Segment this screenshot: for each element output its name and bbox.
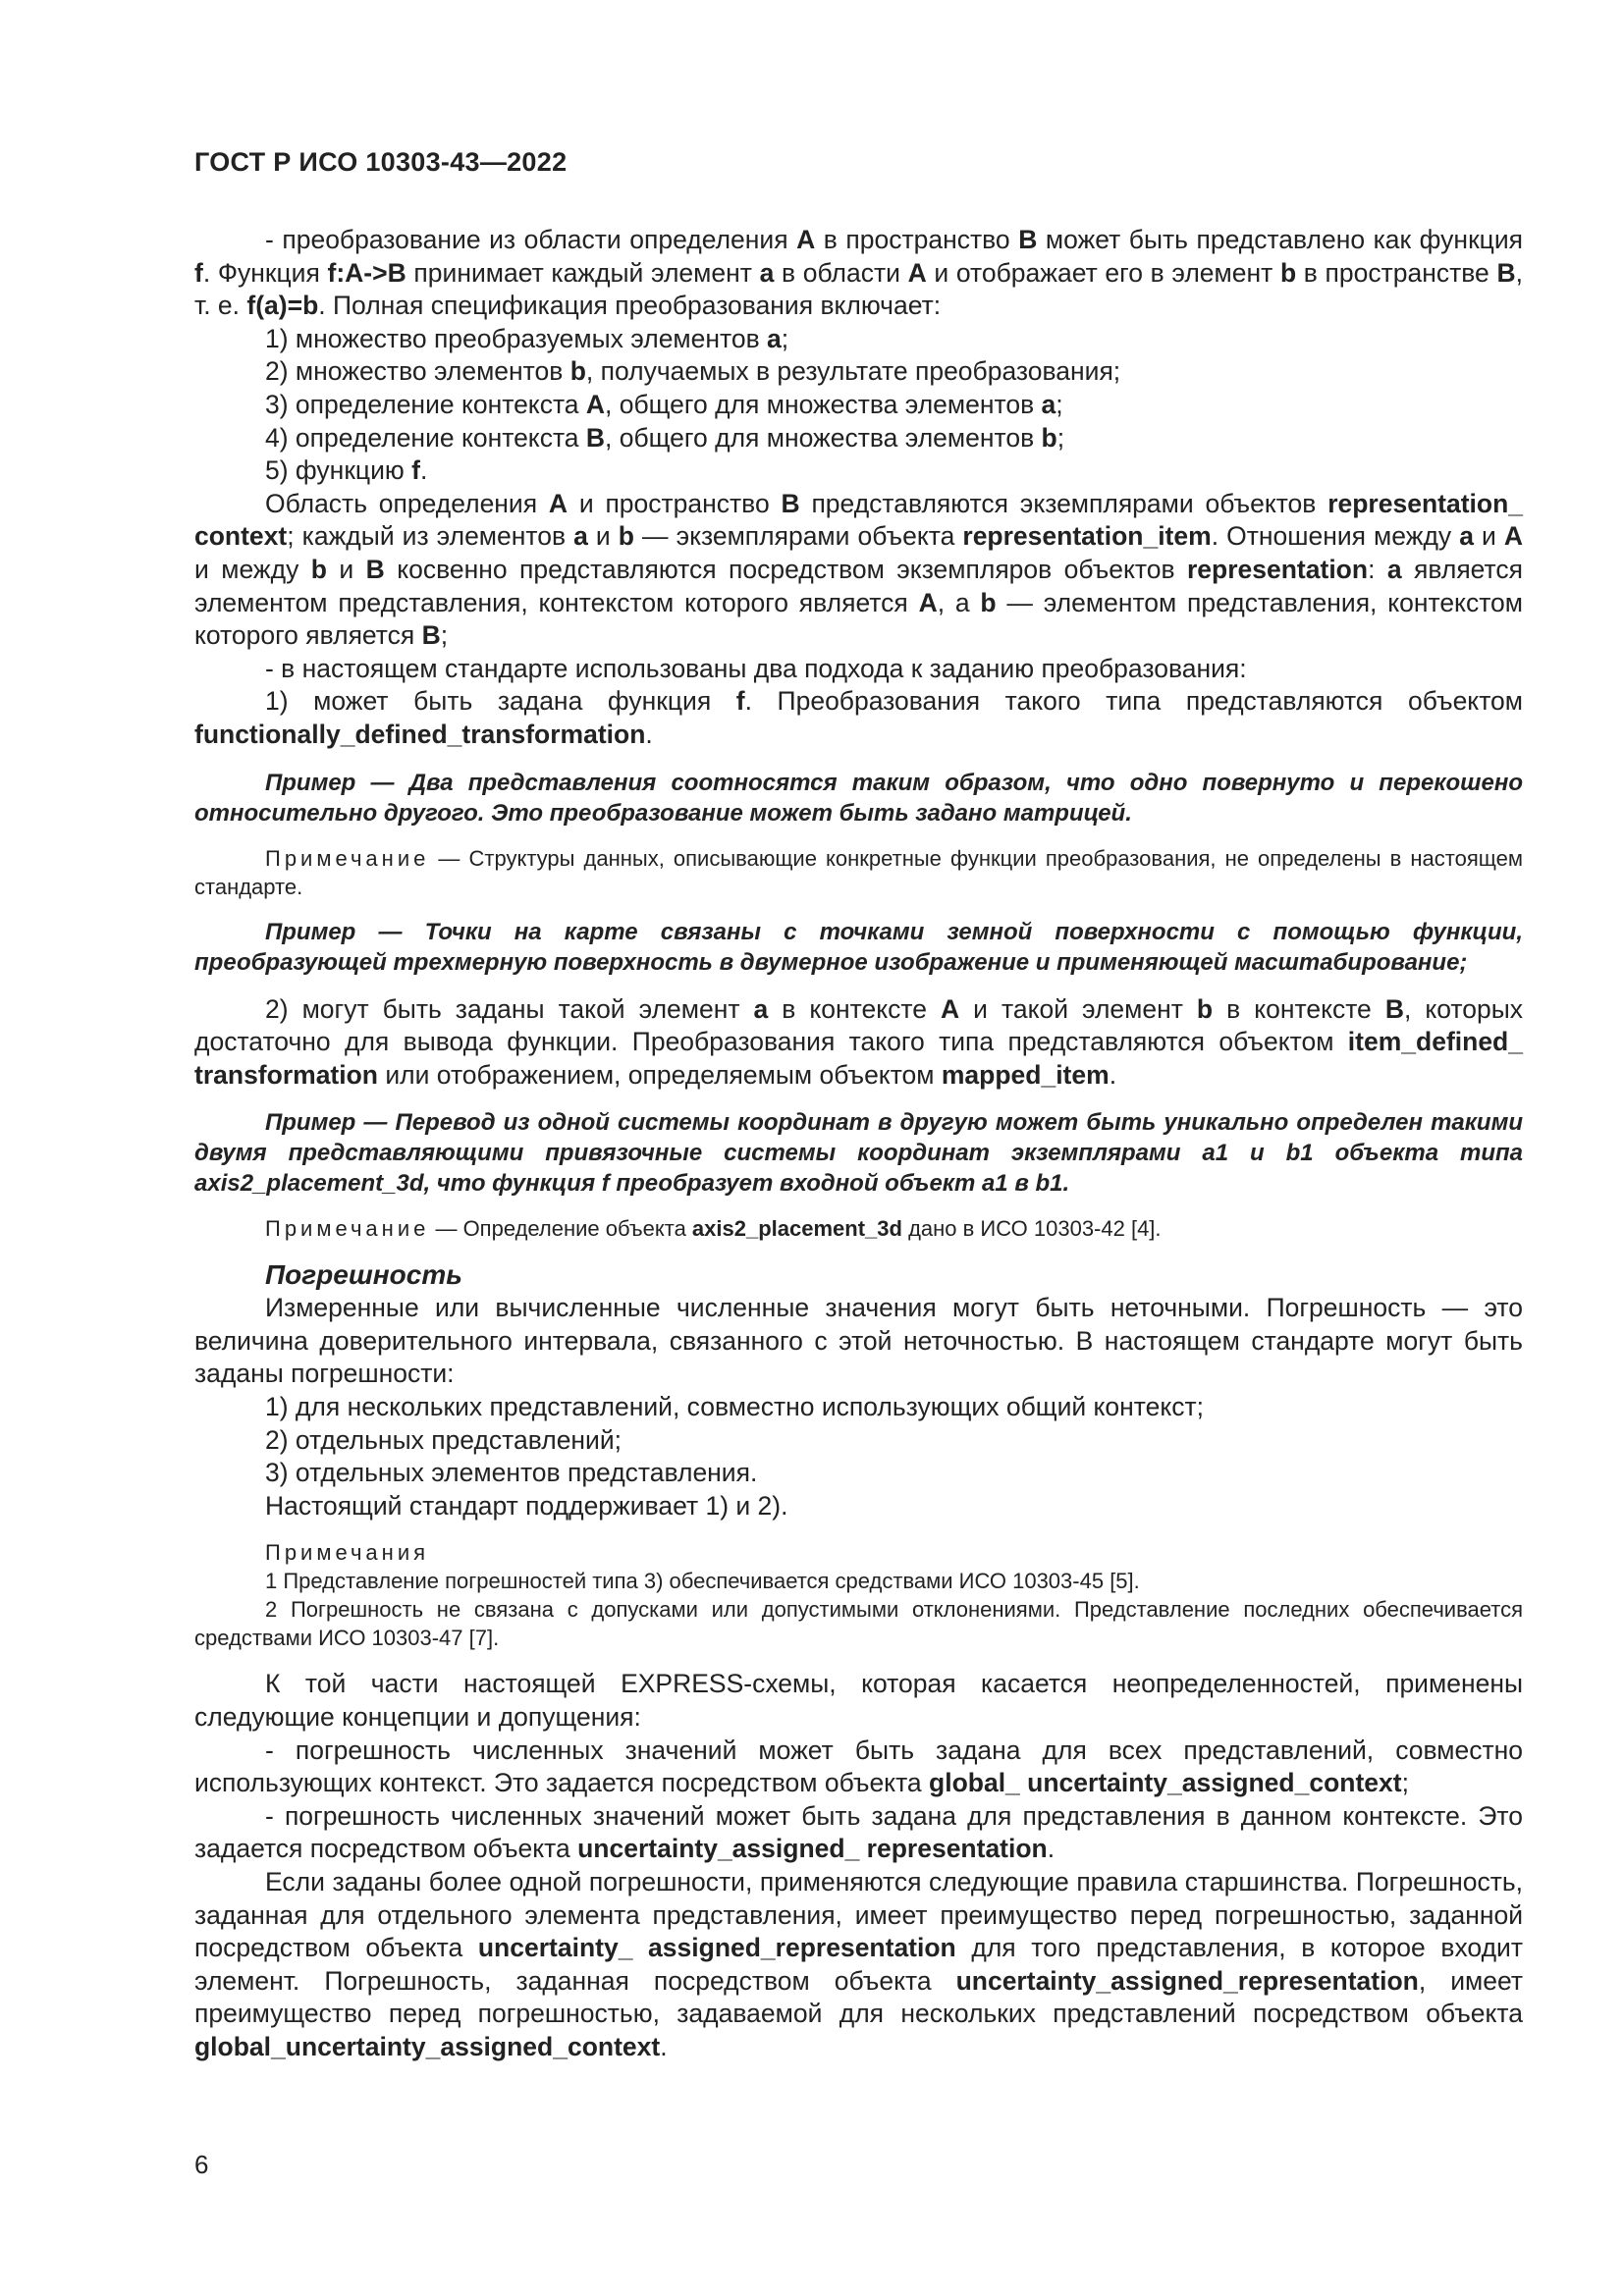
page-number: 6 — [194, 2150, 209, 2179]
paragraph: К той части настоящей EXPRESS-схемы, которая касается неопределенностей, применены следующие концепции и допущения: — [194, 1669, 1523, 1733]
note-text: 1 Представление погрешностей типа 3) обеспечивается средствами ИСО 10303-45 [5]. — [265, 1569, 1140, 1594]
section-heading: Погрешность — [265, 1259, 462, 1291]
paragraph: 1) может быть задана функция f. Преобразования такого типа представляются объектом functionally_defined_transformation. — [194, 686, 1523, 749]
list-item: 2) отдельных представлений; — [265, 1424, 623, 1455]
list-item: 4) определение контекста B, общего для множества элементов b; — [265, 422, 1065, 453]
list-item: 2) множество элементов b, получаемых в результате преобразования; — [265, 356, 1121, 387]
list-item: Настоящий стандарт поддерживает 1) и 2). — [265, 1490, 788, 1521]
paragraph: - преобразование из области определения A в пространство B может быть представлено как функция f. Функция f:A->B принимает каждый элемент a в области A и отображает его в элемент b в пространстве B, т. е. f(a)=b. Полная спецификация преобразования включает: — [194, 225, 1523, 321]
note-text: Примечание — Определение объекта axis2_placement_3d дано в ИСО 10303-42 [4]. — [265, 1216, 1162, 1242]
paragraph: - погрешность численных значений может быть задана для всех представлений, совместно использующих контекст. Это задается посредством объекта global_ uncertainty_assigned_context; — [194, 1735, 1523, 1798]
list-item: 3) отдельных элементов представления. — [265, 1458, 758, 1488]
notes-heading: Примечания — [265, 1540, 430, 1566]
note-text: Примечание — Структуры данных, описывающие конкретные функции преобразования, не определены в настоящем стандарте. — [194, 845, 1523, 899]
list-item: 1) для нескольких представлений, совместно использующих общий контекст; — [265, 1392, 1205, 1422]
example-text: Пример — Точки на карте связаны с точками земной поверхности с помощью функции, преобразующей трехмерную поверхность в двумерное изображение и применяющей масштабирование; — [194, 918, 1523, 976]
paragraph: Если заданы более одной погрешности, применяются следующие правила старшинства. Погрешность, заданная для отдельного элемента представления, имеет преимущество перед погрешностью, заданной посредством объекта uncertainty_ assigned_representation для того представления, в которое входит элемент. Погрешность, заданная посредством объекта uncertainty_assigned_representation, имеет преимущество перед погрешностью, задаваемой для нескольких представлений посредством объекта global_uncertainty_assigned_context. — [194, 1867, 1523, 2061]
list-item: 5) функцию f. — [265, 455, 428, 486]
document-body — [194, 224, 1523, 2064]
paragraph: - погрешность численных значений может быть задана для представления в данном контексте. Это задается посредством объекта uncertainty_assigned_ representation. — [194, 1800, 1523, 1864]
paragraph: - в настоящем стандарте использованы два подхода к заданию преобразования: — [265, 653, 1247, 683]
paragraph: 2) могут быть заданы такой элемент a в контексте A и такой элемент b в контексте B, которых достаточно для вывода функции. Преобразования такого типа представляются объектом item_defined_ transformation или отображением, определяемым объектом mapped_item. — [194, 993, 1524, 1090]
example-text: Пример — Два представления соотносятся таким образом, что одно повернуто и перекошено относительно другого. Это преобразование может быть задано матрицей. — [194, 769, 1523, 827]
example-text: Пример — Перевод из одной системы координат в другую может быть уникально определен такими двумя представляющими привязочные системы координат экземплярами a1 и b1 объекта типа axis2_placement_3d, что функция f преобразует входной объект a1 в b1. — [194, 1109, 1523, 1198]
paragraph: Область определения A и пространство B представляются экземплярами объектов representation_ context; каждый из элементов a и b — экземплярами объекта representation_item. Отношения между a и A и между b и B косвенно представляются посредством экземпляров объектов representation: a является элементом представления, контекстом которого является A, а b — элементом представления, контекстом которого является B; — [194, 488, 1524, 651]
list-item: 3) определение контекста A, общего для множества элементов a; — [265, 389, 1063, 419]
paragraph: Измеренные или вычисленные численные значения могут быть неточными. Погрешность — это величина доверительного интервала, связанного с этой неточностью. В настоящем стандарте могут быть заданы погрешности: — [194, 1293, 1523, 1389]
list-item: 1) множество преобразуемых элементов a; — [265, 323, 789, 353]
note-text: 2 Погрешность не связана с допусками или допустимыми отклонениями. Представление последних обеспечивается средствами ИСО 10303-47 [7]. — [194, 1597, 1523, 1651]
document-header: ГОСТ Р ИСО 10303-43—2022 — [194, 147, 568, 177]
